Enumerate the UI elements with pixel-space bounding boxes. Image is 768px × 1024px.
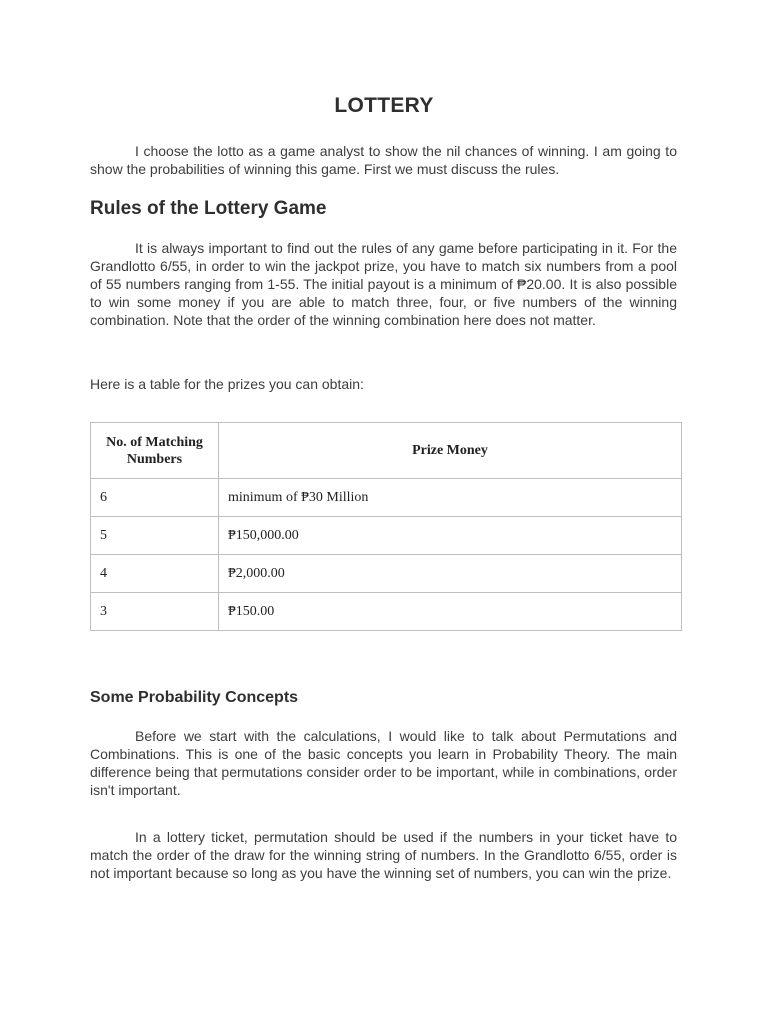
intro-paragraph: I choose the lotto as a game analyst to show the nil chances of winning. I am going to show the probabilities of winning this game. First we must discuss the rules. — [90, 143, 677, 177]
matching-count-cell: 6 — [91, 479, 219, 517]
document-title: LOTTERY — [334, 94, 434, 117]
table-row — [91, 593, 682, 631]
table-row — [91, 479, 682, 517]
matching-count-cell: 4 — [91, 555, 219, 593]
prize-money-cell: minimum of ₱30 Million — [219, 479, 682, 517]
concepts-heading: Some Probability Concepts — [90, 689, 299, 706]
header-matching-numbers: No. of Matching Numbers — [91, 423, 219, 479]
prize-table — [90, 422, 682, 631]
prize-money-cell: ₱150,000.00 — [219, 517, 682, 555]
header-prize-money: Prize Money — [219, 423, 682, 479]
prize-table-header-row — [91, 423, 682, 479]
table-row — [91, 555, 682, 593]
rules-paragraph: It is always important to find out the rules of any game before participating in it. For the Grandlotto 6/55, in order to win the jackpot prize, you have to match six numbers from a pool of 55 numbers ranging from 1-55. The initial payout is a minimum of ₱20.00. It is also possible to win some money if you are able to match three, four, or five numbers of the winning combination. Note that the order of the winning combination here does not matter. — [90, 240, 677, 328]
concepts-paragraph-1: Before we start with the calculations, I would like to talk about Permutations and Combinations. This is one of the basic concepts you learn in Probability Theory. The main difference being that permutations consider order to be important, while in combinations, order isn't important. — [90, 728, 677, 798]
concepts-paragraph-2: In a lottery ticket, permutation should be used if the numbers in your ticket have to match the order of the draw for the winning string of numbers. In the Grandlotto 6/55, order is not important because so long as you have the winning set of numbers, you can win the prize. — [90, 829, 677, 881]
prize-money-cell: ₱150.00 — [219, 593, 682, 631]
matching-count-cell: 5 — [91, 517, 219, 555]
table-intro: Here is a table for the prizes you can obtain: — [90, 376, 364, 392]
matching-count-cell: 3 — [91, 593, 219, 631]
table-row — [91, 517, 682, 555]
prize-money-cell: ₱2,000.00 — [219, 555, 682, 593]
rules-heading: Rules of the Lottery Game — [90, 198, 327, 219]
